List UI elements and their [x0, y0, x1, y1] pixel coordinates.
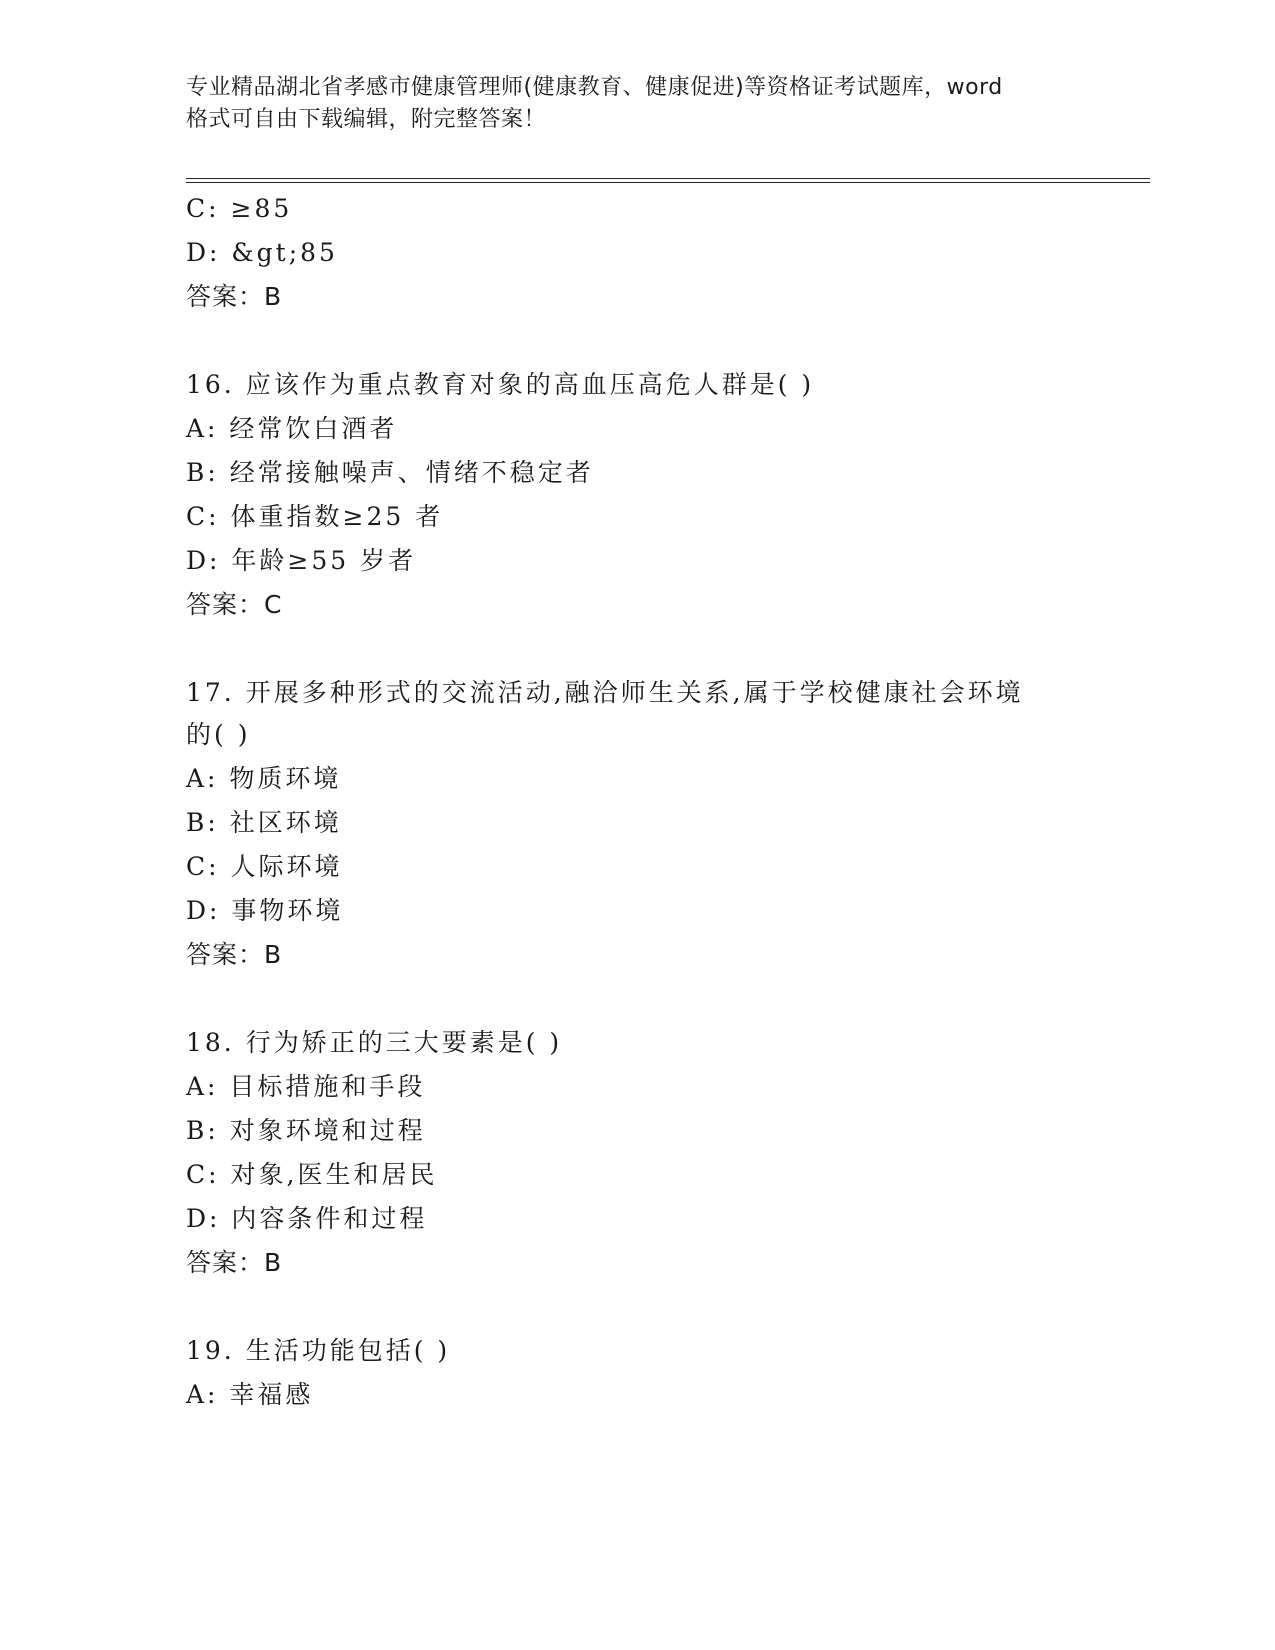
q18-option-b: B: 对象环境和过程	[186, 1116, 426, 1145]
header-divider-bottom	[186, 182, 1150, 183]
q17-option-a: A: 物质环境	[186, 764, 342, 793]
q15-answer: 答案：B	[186, 282, 283, 311]
q17-answer: 答案：B	[186, 940, 283, 969]
header-divider-top	[186, 178, 1150, 179]
q16-option-c: C: 体重指数≥25 者	[186, 502, 444, 531]
q18-option-d: D: 内容条件和过程	[186, 1204, 428, 1233]
q16-option-d: D: 年龄≥55 岁者	[186, 546, 417, 575]
q17-stem-line-2: 的( )	[186, 720, 251, 749]
q15-option-c: C: ≥85	[186, 194, 293, 223]
header-line-2: 格式可自由下载编辑，附完整答案！	[186, 107, 547, 132]
q17-option-c: C: 人际环境	[186, 852, 343, 881]
q16-stem: 16. 应该作为重点教育对象的高血压高危人群是( )	[186, 370, 815, 399]
q19-stem: 19. 生活功能包括( )	[186, 1336, 451, 1365]
q17-option-b: B: 社区环境	[186, 808, 342, 837]
q18-option-a: A: 目标措施和手段	[186, 1072, 426, 1101]
q16-option-b: B: 经常接触噪声、情绪不稳定者	[186, 458, 594, 487]
q17-stem-line-1: 17. 开展多种形式的交流活动,融洽师生关系,属于学校健康社会环境	[186, 678, 1024, 707]
q19-option-a: A: 幸福感	[186, 1380, 314, 1409]
q17-option-d: D: 事物环境	[186, 896, 344, 925]
q18-answer: 答案：B	[186, 1248, 283, 1277]
q18-stem: 18. 行为矫正的三大要素是( )	[186, 1028, 563, 1057]
q16-option-a: A: 经常饮白酒者	[186, 414, 398, 443]
q18-option-c: C: 对象,医生和居民	[186, 1160, 438, 1189]
header-line-1: 专业精品湖北省孝感市健康管理师(健康教育、健康促进)等资格证考试题库，word	[186, 75, 1003, 100]
q15-option-d: D: &gt;85	[186, 238, 338, 267]
document-header	[186, 72, 1106, 136]
q16-answer: 答案：C	[186, 590, 283, 619]
